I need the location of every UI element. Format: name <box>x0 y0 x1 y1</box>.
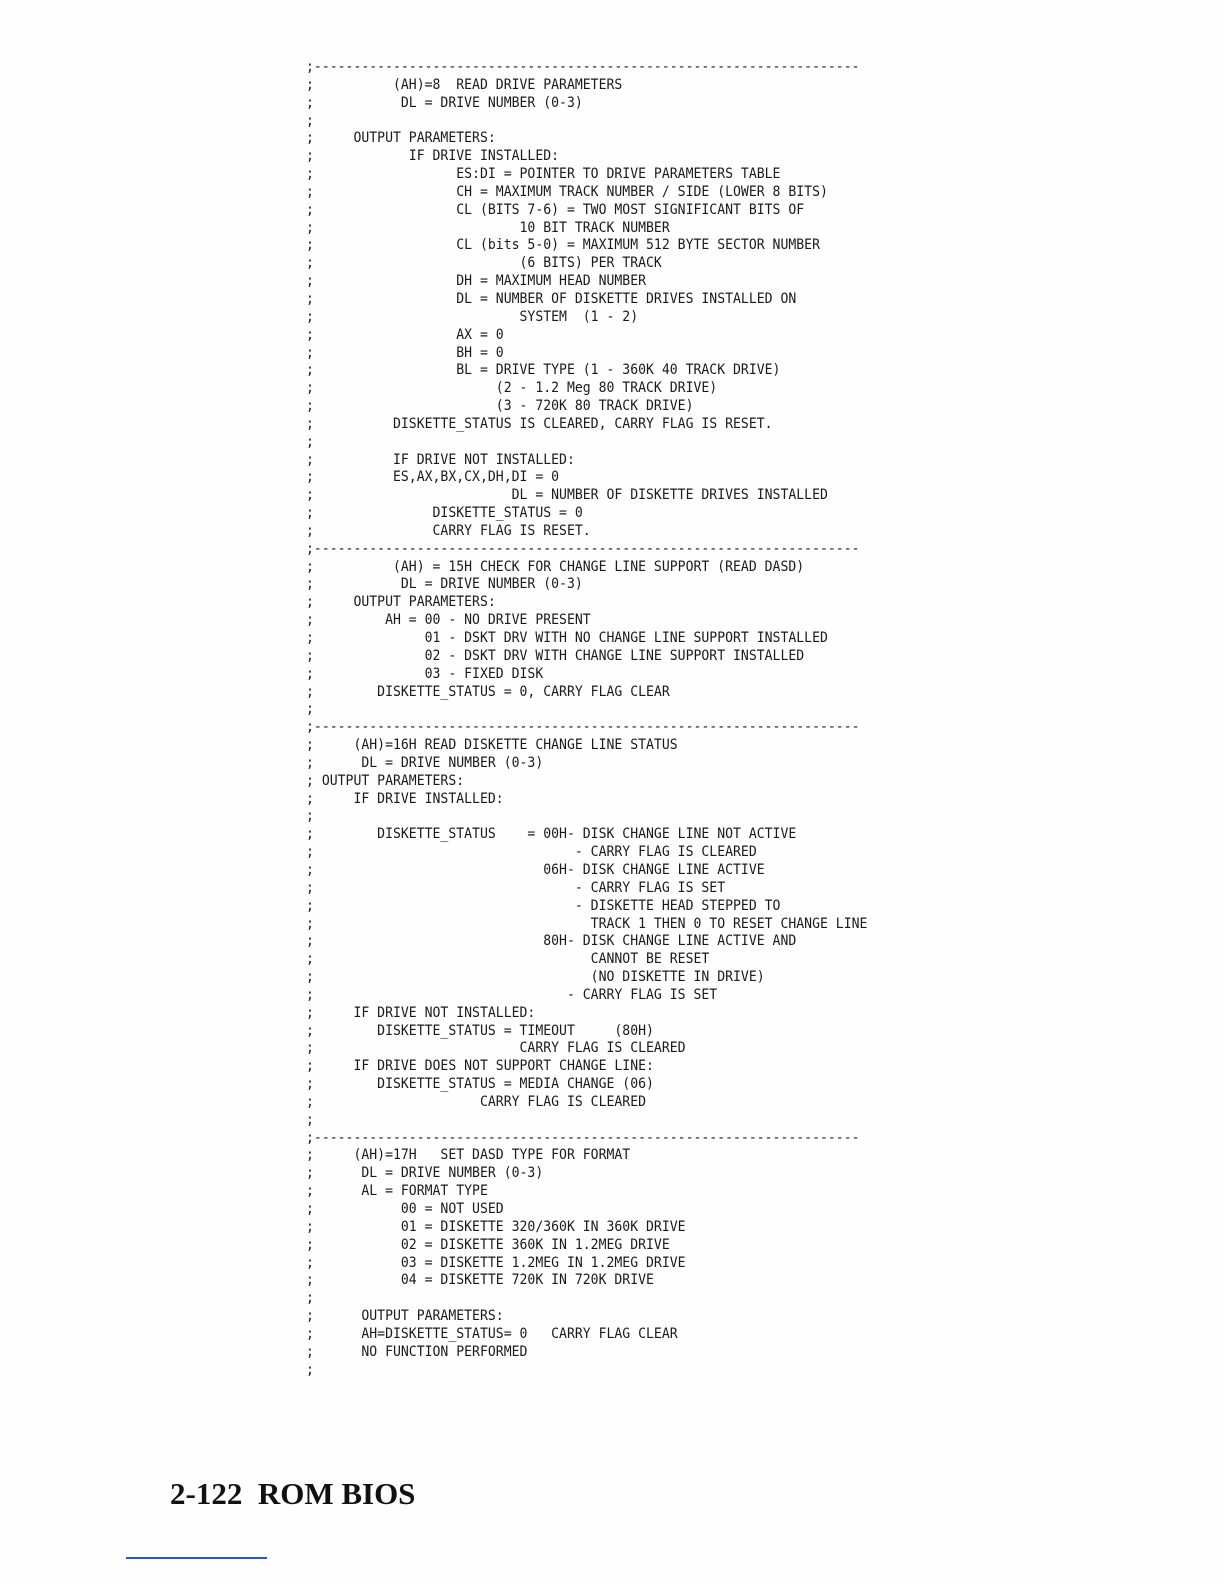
page-footer: 2-122 ROM BIOS <box>170 1476 416 1511</box>
footer-rule <box>126 1557 267 1559</box>
code-listing: ;--------------------------------------------------------------------- ; (AH)=8 READ DRIVE PARAMETERS ; DL = DRIVE NUMBER (0-3) ; ; OUTPUT PARAMETERS: ; IF DRIVE INSTALLED: ; ES:DI = POINTER TO DRIVE PARAMETERS TABLE ; CH = MAXIMUM TRACK NUMBER / SIDE (LOWER 8 BITS) ; CL (BITS 7-6) = TWO MOST SIGNIFICANT BITS OF ; 10 BIT TRACK NUMBER ; CL (bits 5-0) = MAXIMUM 512 BYTE SECTOR NUMBER ; (6 BITS) PER TRACK ; DH = MAXIMUM HEAD NUMBER ; DL = NUMBER OF DISKETTE DRIVES INSTALLED ON ; SYSTEM (1 - 2) ; AX = 0 ; BH = 0 ; BL = DRIVE TYPE (1 - 360K 40 TRACK DRIVE) ; (2 - 1.2 Meg 80 TRACK DRIVE) ; (3 - 720K 80 TRACK DRIVE) ; DISKETTE_STATUS IS CLEARED, CARRY FLAG IS RESET. ; ; IF DRIVE NOT INSTALLED: ; ES,AX,BX,CX,DH,DI = 0 ; DL = NUMBER OF DISKETTE DRIVES INSTALLED ; DISKETTE_STATUS = 0 ; CARRY FLAG IS RESET. ;--------------------------------------------------------------------- ; (AH) = 15H CHECK FOR CHANGE LINE SUPPORT (READ DASD) ; DL = DRIVE NUMBER (0-3) ; OUTPUT PARAMETERS: ; AH = 00 - NO DRIVE PRESENT ; 01 - DSKT DRV WITH NO CHANGE LINE SUPPORT INSTALLED ; 02 - DSKT DRV WITH CHANGE LINE SUPPORT INSTALLED ; 03 - FIXED DISK ; DISKETTE_STATUS = 0, CARRY FLAG CLEAR ; ;--------------------------------------------------------------------- ; (AH)=16H READ DISKETTE CHANGE LINE STATUS ; DL = DRIVE NUMBER (0-3) ; OUTPUT PARAMETERS: ; IF DRIVE INSTALLED: ; ; DISKETTE_STATUS = 00H- DISK CHANGE LINE NOT ACTIVE ; - CARRY FLAG IS CLEARED ; 06H- DISK CHANGE LINE ACTIVE ; - CARRY FLAG IS SET ; - DISKETTE HEAD STEPPED TO ; TRACK 1 THEN 0 TO RESET CHANGE LINE ; 80H- DISK CHANGE LINE ACTIVE AND ; CANNOT BE RESET ; (NO DISKETTE IN DRIVE) ; - CARRY FLAG IS SET ; IF DRIVE NOT INSTALLED: ; DISKETTE_STATUS = TIMEOUT (80H) ; CARRY FLAG IS CLEARED ; IF DRIVE DOES NOT SUPPORT CHANGE LINE: ; DISKETTE_STATUS = MEDIA CHANGE (06) ; CARRY FLAG IS CLEARED ; ;--------------------------------------------------------------------- ; (AH)=17H SET DASD TYPE FOR FORMAT ; DL = DRIVE NUMBER (0-3) ; AL = FORMAT TYPE ; 00 = NOT USED ; 01 = DISKETTE 320/360K IN 360K DRIVE ; 02 = DISKETTE 360K IN 1.2MEG DRIVE ; 03 = DISKETTE 1.2MEG IN 1.2MEG DRIVE ; 04 = DISKETTE 720K IN 720K DRIVE ; ; OUTPUT PARAMETERS: ; AH=DISKETTE_STATUS= 0 CARRY FLAG CLEAR ; NO FUNCTION PERFORMED ; <box>306 58 868 1378</box>
